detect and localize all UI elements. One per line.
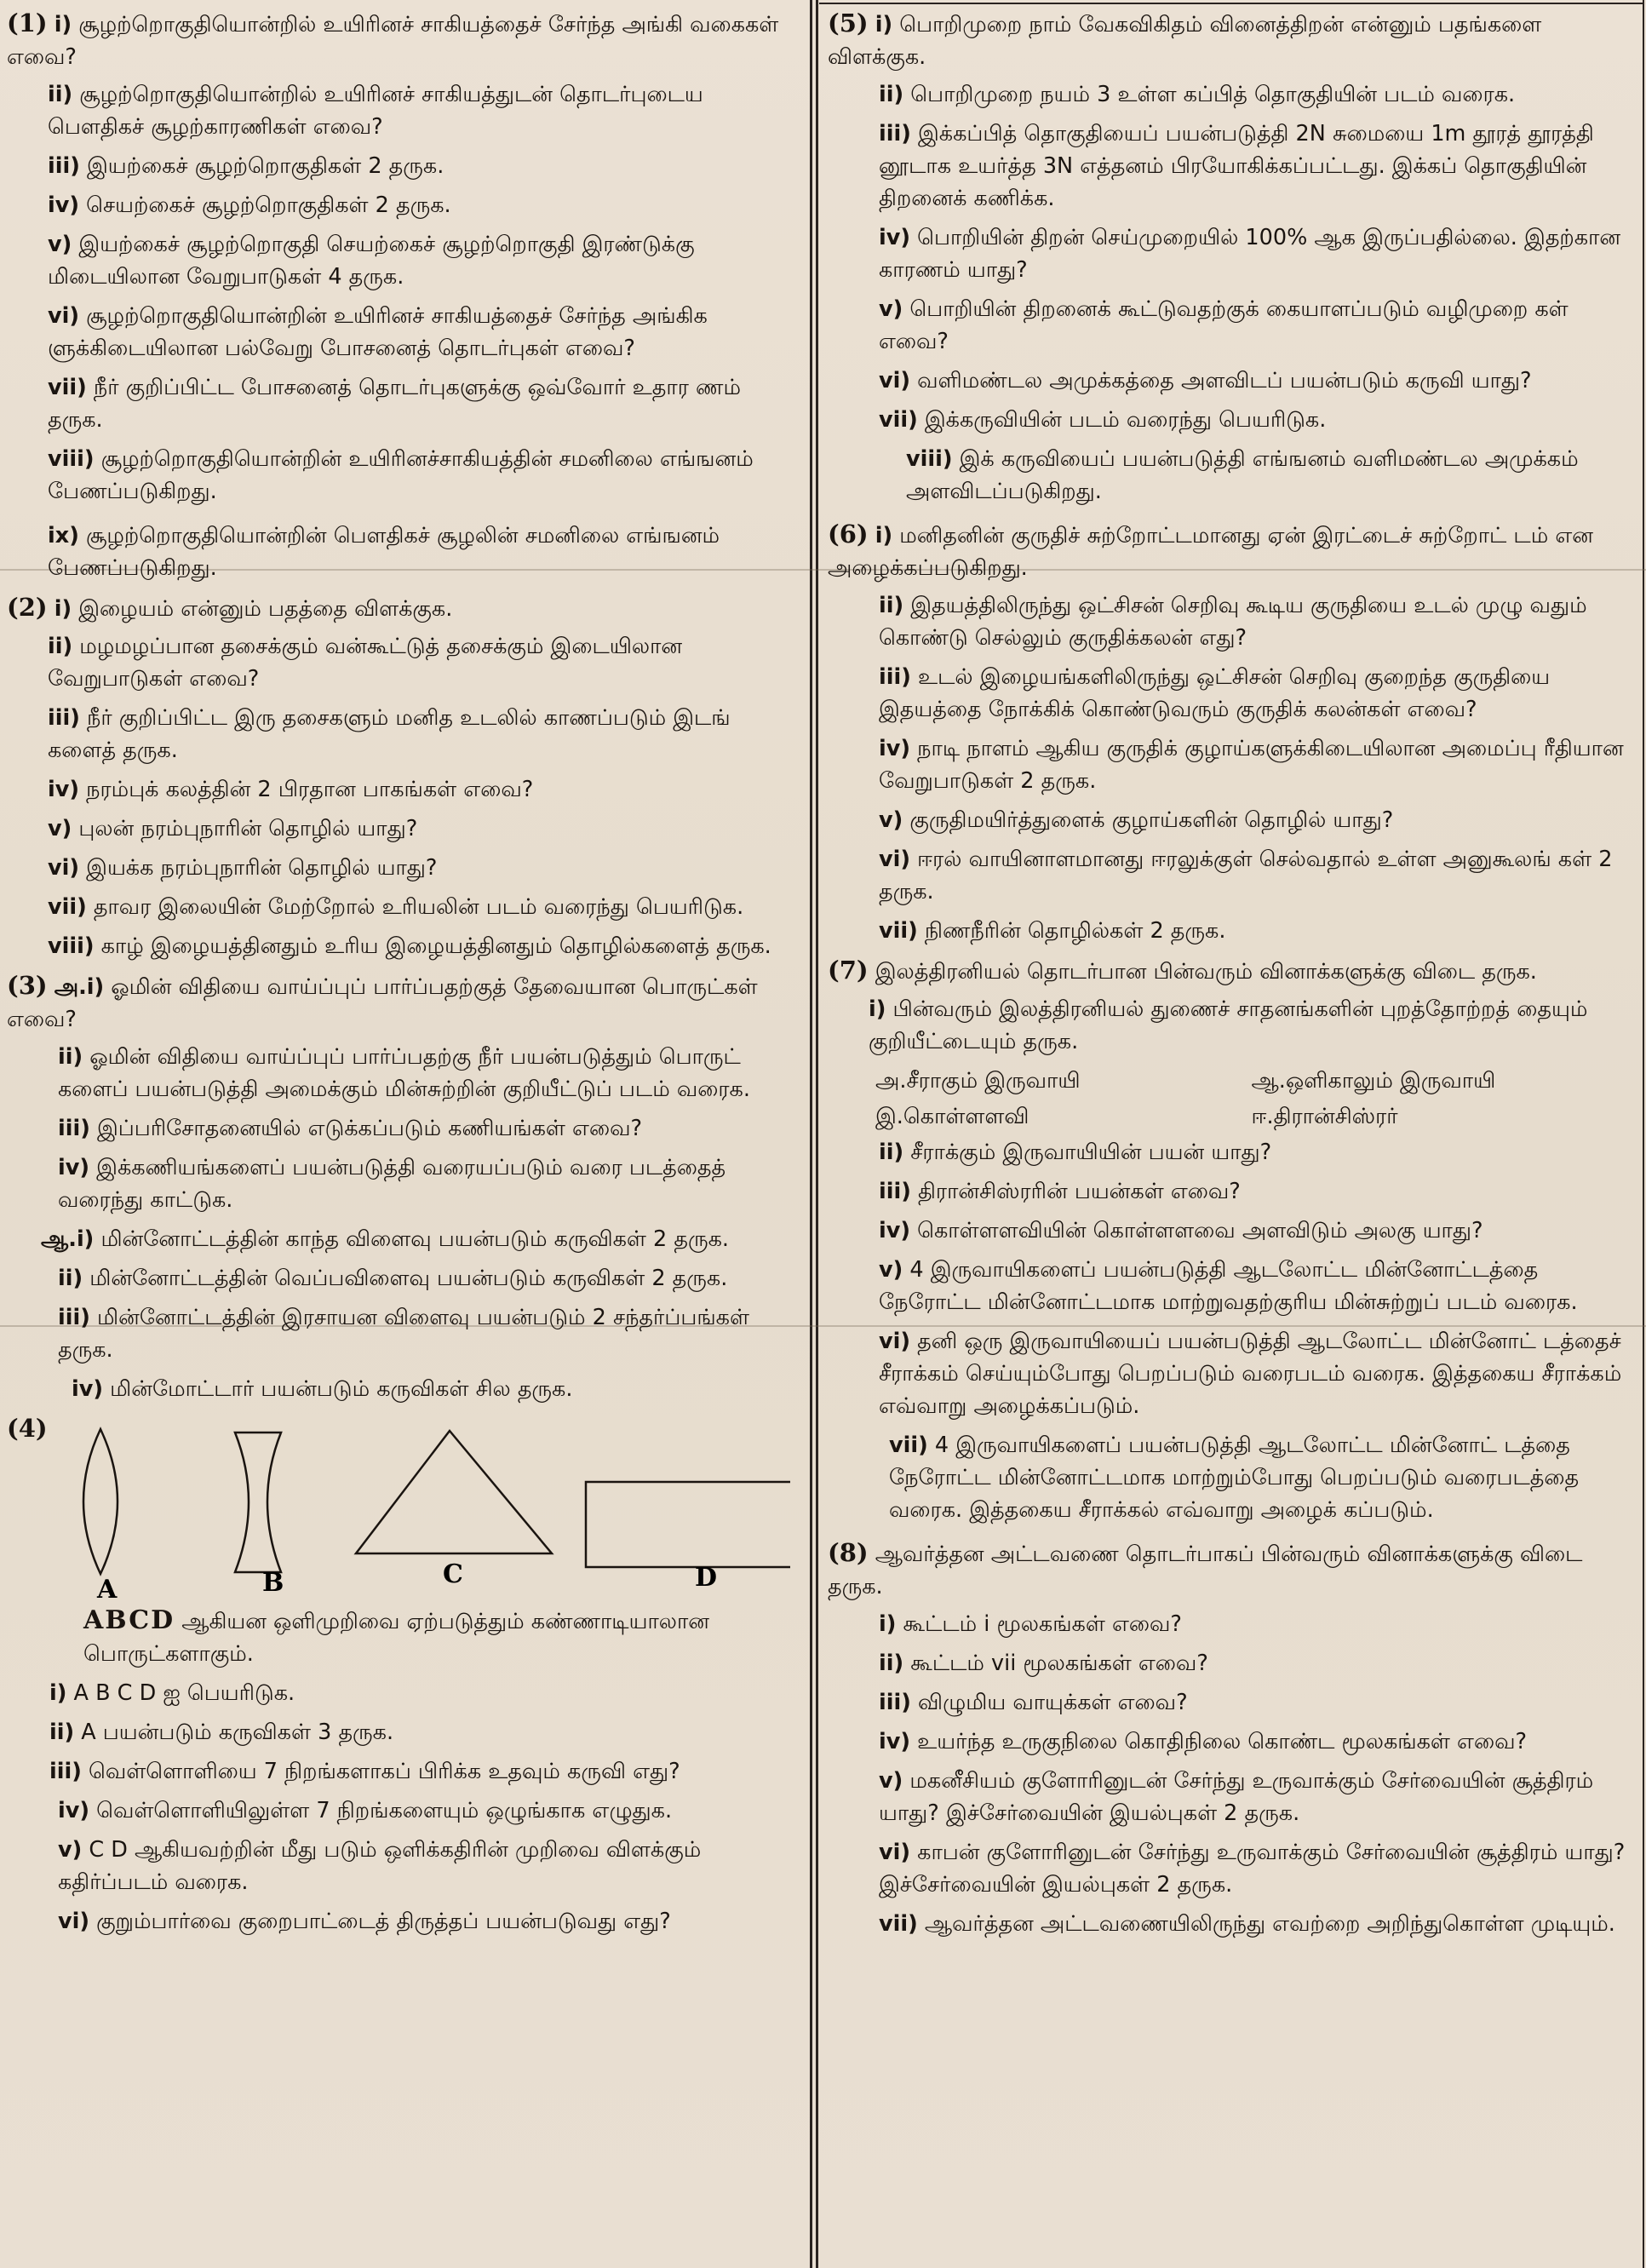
question-text: உயர்ந்த உருகுநிலை கொதிநிலை கொண்ட மூலகங்கள் எவை? [917, 1729, 1528, 1754]
question-7-item-ii [828, 1136, 1627, 1168]
part-label: ஆ. [41, 1226, 77, 1252]
item-numeral: vii) [48, 894, 87, 920]
figure-letters: ABCD [83, 1605, 175, 1635]
question-text: இயக்க நரம்புநாரின் தொழில் யாது? [86, 855, 438, 881]
question-2-item-viii [7, 930, 789, 962]
item-numeral: v) [879, 1768, 903, 1794]
prism-triangle-shape [356, 1431, 552, 1553]
item-numeral: ii) [58, 1044, 83, 1070]
question-text: சூழற்றொகுதியொன்றில் உயிரினச் சாகியத்துடன் தொடர்புடைய பௌதிகச் சூழற்காரணிகள் எவை? [48, 82, 703, 140]
question-text: ஆவர்த்தன அட்டவணை தொடர்பாகப் பின்வரும் வினாக்களுக்கு விடை தருக. [828, 1542, 1583, 1599]
label-b: B [262, 1568, 284, 1598]
question-text: புலன் நரம்புநாரின் தொழில் யாது? [78, 816, 418, 841]
question-6-item-v [828, 804, 1627, 836]
question-number: (8) [828, 1538, 869, 1567]
label-d: D [695, 1563, 718, 1593]
item-numeral: iii) [879, 1179, 911, 1204]
question-3-part-b-item-iii [7, 1301, 789, 1366]
item-numeral: vii) [879, 918, 918, 944]
item-numeral: iv) [48, 192, 80, 218]
question-number: (7) [828, 956, 869, 985]
question-text: இயற்கைச் சூழற்றொகுதி செயற்கைச் சூழற்றொகுதி இரண்டுக்கு மிடையிலான வேறுபாடுகள் 4 தருக. [48, 232, 695, 290]
question-8-item-ii [828, 1647, 1627, 1679]
question-3 [7, 969, 789, 1405]
question-number: (1) [7, 9, 48, 37]
item-numeral: ix) [48, 523, 79, 548]
question-8-item-vii [828, 1908, 1627, 1940]
item-numeral: vi) [879, 847, 911, 872]
item-numeral: viii) [906, 446, 953, 472]
question-8-item-iii [828, 1686, 1627, 1719]
question-text: A B C D ஐ பெயரிடுக. [73, 1680, 295, 1706]
question-4-item-iii [7, 1755, 789, 1788]
question-7-item-vii [828, 1429, 1627, 1526]
question-1 [7, 7, 789, 584]
question-text: நிணநீரின் தொழில்கள் 2 தருக. [924, 918, 1226, 944]
question-text: திரான்சிஸ்ரரின் பயன்கள் எவை? [918, 1179, 1241, 1204]
question-7-intro [828, 954, 1627, 988]
item-numeral: iv) [879, 1218, 911, 1243]
item-numeral: ii) [48, 82, 73, 107]
item-numeral: v) [879, 1257, 903, 1283]
question-4-item-v [7, 1834, 789, 1898]
label-a: A [97, 1575, 118, 1605]
question-text: பொறிமுறை நயம் 3 உள்ள கப்பித் தொகுதியின் படம் வரைக. [910, 82, 1516, 107]
item-numeral: iv) [48, 777, 80, 802]
question-1-item-i [7, 7, 789, 73]
question-6-item-vi [828, 843, 1627, 908]
item-numeral: v) [879, 807, 903, 833]
question-1-item-v [7, 228, 789, 293]
question-text: இக் கருவியைப் பயன்படுத்தி எங்ஙனம் வளிமண்டல அமுக்கம் அளவிடப்படுகிறது. [906, 446, 1579, 504]
item-numeral: iii) [879, 664, 911, 690]
part-label: அ. [54, 974, 87, 1000]
item-numeral: iii) [58, 1116, 90, 1141]
item-numeral: iv) [879, 225, 911, 250]
question-number: (3) [7, 971, 48, 1000]
item-numeral: i) [879, 1611, 897, 1637]
question-2-item-vi [7, 852, 789, 884]
question-3-part-b-item-i [7, 1223, 789, 1255]
question-3-part-b-item-iv [7, 1373, 789, 1405]
column-divider [816, 0, 818, 2268]
item-numeral: i) [49, 1680, 67, 1706]
question-3-part-a-item-iv [7, 1151, 789, 1216]
question-number: (4) [7, 1414, 48, 1443]
item-numeral: iv) [879, 1729, 911, 1754]
question-text: ஓமின் விதியை வாய்ப்புப் பார்ப்பதற்குத் தேவையான பொருட்கள் எவை? [7, 974, 758, 1032]
lens-prism-diagram [7, 1412, 790, 1608]
question-7-item-v [828, 1254, 1627, 1318]
question-text: சூழற்றொகுதியொன்றின் பௌதிகச் சூழலின் சமனிலை எங்ஙனம் பேணப்படுகிறது. [48, 523, 720, 581]
item-numeral: i) [54, 12, 72, 37]
question-5-item-vi [828, 365, 1627, 397]
item-numeral: i) [86, 974, 105, 1000]
item-numeral: vi) [879, 1840, 911, 1865]
item-numeral: ii) [49, 1720, 75, 1745]
item-numeral: vii) [879, 407, 918, 433]
item-numeral: vii) [889, 1433, 928, 1458]
question-5-item-viii [828, 443, 1627, 508]
label-c: C [443, 1559, 463, 1589]
item-numeral: iv) [58, 1155, 90, 1180]
question-4-intro [7, 1605, 789, 1670]
question-text: சூழற்றொகுதியொன்றின் உயிரினச்சாகியத்தின் சமனிலை எங்ஙனம் பேணப்படுகிறது. [48, 446, 754, 504]
item-numeral: i) [875, 12, 893, 37]
item-numeral: vi) [879, 1329, 911, 1354]
item-numeral: ii) [879, 593, 904, 618]
question-text: பொறியின் திறனைக் கூட்டுவதற்குக் கையாளப்படும் வழிமுறை கள் எவை? [879, 296, 1569, 354]
question-3-part-a-item-ii [7, 1041, 789, 1105]
question-text: காழ் இழையத்தினதும் உரிய இழையத்தினதும் தொழில்களைத் தருக. [100, 933, 771, 959]
item-numeral: iii) [58, 1305, 90, 1330]
question-5-item-vii [828, 404, 1627, 436]
question-text: ஓமின் விதியை வாய்ப்புப் பார்ப்பதற்கு நீர் பயன்படுத்தும் பொருட் களைப் பயன்படுத்தி அமைக்கும் மின்சுற்றின் குறியீட்டுப் படம் வரைக. [58, 1044, 750, 1102]
component-item: ஈ.திரான்சிஸ்ரர் [1251, 1104, 1398, 1129]
question-number: (6) [828, 520, 869, 548]
question-text: கூட்டம் vii மூலகங்கள் எவை? [910, 1651, 1208, 1676]
item-numeral: iv) [72, 1376, 104, 1402]
item-numeral: iii) [879, 121, 911, 146]
item-numeral: iv) [58, 1798, 90, 1823]
question-4 [7, 1412, 789, 1938]
question-8-item-v [828, 1765, 1627, 1829]
question-5-item-iv [828, 221, 1627, 286]
question-text: நீர் குறிப்பிட்ட போசனைத் தொடர்புகளுக்கு ஒவ்வோர் உதார ணம் தருக. [48, 375, 741, 433]
question-5-item-i [828, 7, 1627, 73]
question-text: உடல் இழையங்களிலிருந்து ஒட்சிசன் செறிவு குறைந்த குருதியை இதயத்தை நோக்கிக் கொண்டுவரும் குருதிக் கலன்கள் எவை? [879, 664, 1551, 722]
question-6 [828, 518, 1627, 947]
question-6-item-vii [828, 915, 1627, 947]
question-1-item-iv [7, 189, 789, 221]
item-numeral: ii) [48, 634, 73, 659]
question-3-part-a-item-iii [7, 1112, 789, 1145]
question-text: மின்னோட்டத்தின் காந்த விளைவு பயன்படும் கருவிகள் 2 தருக. [100, 1226, 730, 1252]
question-text: பின்வரும் இலத்திரனியல் துணைச் சாதனங்களின் புறத்தோற்றத் தையும் குறியீட்டையும் தருக. [869, 996, 1588, 1054]
component-item: ஆ.ஒளிகாலும் இருவாயி [1251, 1068, 1496, 1094]
question-7 [828, 954, 1627, 1526]
question-2-item-ii [7, 630, 789, 695]
item-numeral: vi) [879, 368, 911, 393]
question-text: காபன் குளோரினுடன் சேர்ந்து உருவாக்கும் சேர்வையின் சூத்திரம் யாது? இச்சேர்வையின் இயல்புகள் 2 தருக. [879, 1840, 1626, 1898]
question-7-item-iv [828, 1214, 1627, 1247]
component-list-row [828, 1065, 1627, 1097]
question-text: C D ஆகியவற்றின் மீது படும் ஒளிக்கதிரின் முறிவை விளக்கும் கதிர்ப்படம் வரைக. [58, 1837, 702, 1895]
question-4-item-vi [7, 1905, 789, 1938]
question-6-item-iv [828, 732, 1627, 797]
item-numeral: v) [48, 232, 72, 257]
question-text: நீர் குறிப்பிட்ட இரு தசைகளும் மனித உடலில் காணப்படும் இடங் களைத் தருக. [48, 705, 731, 763]
question-5-item-ii [828, 78, 1627, 111]
question-text: விழுமிய வாயுக்கள் எவை? [918, 1690, 1188, 1715]
question-1-item-ix [7, 520, 789, 584]
question-text: இழையம் என்னும் பதத்தை விளக்குக. [78, 596, 453, 622]
question-text: மழமழப்பான தசைக்கும் வன்கூட்டுத் தசைக்கும் இடையிலான வேறுபாடுகள் எவை? [48, 634, 683, 692]
item-numeral: vi) [48, 303, 80, 329]
question-6-item-i [828, 518, 1627, 584]
question-4-item-i [7, 1677, 789, 1709]
component-list-row [828, 1100, 1627, 1133]
component-item: அ.சீராகும் இருவாயி [875, 1068, 1081, 1094]
question-text: பொறிமுறை நாம் வேகவிகிதம் வினைத்திறன் என்னும் பதங்களை விளக்குக. [828, 12, 1542, 70]
question-text: மின்னோட்டத்தின் இரசாயன விளைவு பயன்படும் 2 சந்தர்ப்பங்கள் தருக. [58, 1305, 749, 1363]
question-text: சூழற்றொகுதியொன்றின் உயிரினச் சாகியத்தைச் சேர்ந்த அங்கிக ளுக்கிடையிலான பல்வேறு போசனைத் தொடர்புகள் எவை? [48, 303, 708, 361]
question-text: மின்மோட்டார் பயன்படும் கருவிகள் சில தருக. [110, 1376, 573, 1402]
item-numeral: i) [76, 1226, 95, 1252]
item-numeral: vi) [48, 855, 80, 881]
item-numeral: iv) [879, 736, 911, 761]
item-numeral: ii) [58, 1266, 83, 1291]
question-text: செயற்கைச் சூழற்றொகுதிகள் 2 தருக. [86, 192, 451, 218]
question-7-item-i: i) பின்வரும் இலத்திரனியல் துணைச் சாதனங்களின் புறத்தோற்றத் தையும் குறியீட்டையும் தருக. [869, 996, 1588, 1054]
item-numeral: iii) [48, 705, 80, 731]
question-number: (5) [828, 9, 869, 37]
item-numeral: v) [879, 296, 903, 322]
concave-lens-shape [235, 1433, 281, 1572]
question-text: இதயத்திலிருந்து ஒட்சிசன் செறிவு கூடிய குருதியை உடல் முழு வதும் கொண்டு செல்லும் குருதிக்கலன் எது? [879, 593, 1587, 651]
item-numeral: ii) [879, 82, 904, 107]
question-text: மின்னோட்டத்தின் வெப்பவிளைவு பயன்படும் கருவிகள் 2 தருக. [89, 1266, 728, 1291]
question-1-item-iii [7, 150, 789, 182]
question-2-item-vii [7, 891, 789, 923]
question-6-item-ii [828, 589, 1627, 654]
question-8-intro [828, 1536, 1627, 1603]
question-5-item-iii [828, 118, 1627, 215]
question-1-item-viii [7, 443, 789, 508]
question-text: நரம்புக் கலத்தின் 2 பிரதான பாகங்கள் எவை? [86, 777, 534, 802]
question-text: சீராக்கும் இருவாயியின் பயன் யாது? [910, 1140, 1272, 1165]
item-numeral: iii) [879, 1690, 911, 1715]
question-text: இப்பரிசோதனையில் எடுக்கப்படும் கணியங்கள் எவை? [97, 1116, 643, 1141]
question-text: ஆவர்த்தன அட்டவணையிலிருந்து எவற்றை அறிந்துகொள்ள முடியும். [924, 1911, 1615, 1937]
item-numeral: ii) [879, 1140, 904, 1165]
question-text: இக்கருவியின் படம் வரைந்து பெயரிடுக. [924, 407, 1327, 433]
question-text: A பயன்படும் கருவிகள் 3 தருக. [81, 1720, 394, 1745]
question-2 [7, 591, 789, 962]
question-text: 4 இருவாயிகளைப் பயன்படுத்தி ஆடலோட்ட மின்னோட்டத்தை நேரோட்ட மின்னோட்டமாக மாற்றுவதற்குரிய மின்சுற்றுப் படம் வரைக. [879, 1257, 1578, 1315]
question-5 [828, 7, 1627, 508]
item-numeral: iii) [49, 1759, 82, 1784]
question-text: மகனீசியம் குளோரினுடன் சேர்ந்து உருவாக்கும் சேர்வையின் சூத்திரம் யாது? இச்சேர்வையின் இயல்புகள் 2 தருக. [879, 1768, 1594, 1826]
optics-figure [7, 1412, 789, 1605]
question-text: மனிதனின் குருதிச் சுற்றோட்டமானது ஏன் இரட்டைச் சுற்றோட் டம் என அழைக்கப்படுகிறது. [828, 523, 1593, 581]
question-text: வெள்ளொளியை 7 நிறங்களாகப் பிரிக்க உதவும் கருவி எது? [89, 1759, 680, 1784]
question-text: கொள்ளளவியின் கொள்ளளவை அளவிடும் அலகு யாது? [917, 1218, 1483, 1243]
item-numeral: iii) [48, 153, 80, 179]
question-8-item-vi [828, 1836, 1627, 1901]
question-number: (2) [7, 593, 48, 622]
question-8 [828, 1536, 1627, 1940]
component-item: இ.கொள்ளளவி [875, 1104, 1029, 1129]
question-2-item-i [7, 591, 789, 625]
question-text: குறும்பார்வை குறைபாட்டைத் திருத்தப் பயன்படுவது எது? [96, 1909, 671, 1934]
item-numeral: viii) [48, 446, 95, 472]
question-text: சூழற்றொகுதியொன்றில் உயிரினச் சாகியத்தைச் சேர்ந்த அங்கி வகைகள் எவை? [7, 12, 779, 70]
question-2-item-iv [7, 773, 789, 806]
question-4-item-iv [7, 1794, 789, 1827]
question-1-item-ii [7, 78, 789, 143]
item-numeral: v) [48, 816, 72, 841]
question-text: பொறியின் திறன் செய்முறையில் 100% ஆக இருப்பதில்லை. இதற்கான காரணம் யாது? [879, 225, 1621, 283]
question-text: ஆகியன ஒளிமுறிவை ஏற்படுத்தும் கண்ணாடியாலான பொருட்களாகும். [83, 1609, 710, 1667]
question-3-part-a-item-i [7, 969, 789, 1036]
question-6-item-iii [828, 661, 1627, 726]
item-numeral: viii) [48, 933, 95, 959]
question-7-item-vi [828, 1325, 1627, 1422]
question-8-item-iv [828, 1725, 1627, 1758]
question-text: இலத்திரனியல் தொடர்பான பின்வரும் வினாக்களுக்கு விடை தருக. [875, 959, 1537, 985]
question-text: ஈரல் வாயினாளமானது ஈரலுக்குள் செல்வதால் உள்ள அனுகூலங் கள் 2 தருக. [879, 847, 1613, 904]
question-2-item-v [7, 812, 789, 845]
question-text: இக்கணியங்களைப் பயன்படுத்தி வரையப்படும் வரை படத்தைத் வரைந்து காட்டுக. [58, 1155, 726, 1213]
item-numeral: ii) [879, 1651, 904, 1676]
question-1-item-vi [7, 300, 789, 365]
item-numeral: i) [54, 596, 72, 622]
item-numeral: i) [875, 523, 893, 548]
question-text: தாவர இலையின் மேற்றோல் உரியலின் படம் வரைந்து பெயரிடுக. [93, 894, 744, 920]
item-numeral: vi) [58, 1909, 90, 1934]
question-text: இக்கப்பித் தொகுதியைப் பயன்படுத்தி 2N சுமையை 1m தூரத் தூரத்தி னூடாக உயர்த்த 3N எத்தனம் பிரயோகிக்கப்பட்டது. இக்கப் தொகுதியின் திறனைக் கணிக்க. [879, 121, 1594, 211]
question-text: வெள்ளொளியிலுள்ள 7 நிறங்களையும் ஒழுங்காக எழுதுக. [96, 1798, 673, 1823]
question-2-item-iii [7, 702, 789, 767]
question-text: நாடி நாளம் ஆகிய குருதிக் குழாய்களுக்கிடையிலான அமைப்பு ரீதியான வேறுபாடுகள் 2 தருக. [879, 736, 1624, 794]
item-numeral: v) [58, 1837, 83, 1863]
right-column [819, 0, 1646, 2268]
question-7-item-iii [828, 1175, 1627, 1208]
question-text: வளிமண்டல அமுக்கத்தை அளவிடப் பயன்படும் கருவி யாது? [917, 368, 1532, 393]
question-5-item-v [828, 293, 1627, 358]
question-1-item-vii [7, 371, 789, 436]
item-numeral: vii) [879, 1911, 918, 1937]
question-4-item-ii [7, 1716, 789, 1748]
question-text: 4 இருவாயிகளைப் பயன்படுத்தி ஆடலோட்ட மின்னோட் டத்தை நேரோட்ட மின்னோட்டமாக மாற்றும்போது பெறப்படும் வரைபடத்தை வரைக. இத்தகைய சீராக்கல் எவ்வாறு அழைக் கப்படும். [889, 1433, 1580, 1523]
item-numeral: vii) [48, 375, 87, 400]
question-8-item-i [828, 1608, 1627, 1640]
question-text: குருதிமயிர்த்துளைக் குழாய்களின் தொழில் யாது? [909, 807, 1394, 833]
glass-block-rectangle [586, 1482, 790, 1567]
left-column [0, 0, 809, 2268]
question-text: இயற்கைச் சூழற்றொகுதிகள் 2 தருக. [87, 153, 444, 179]
column-divider [810, 0, 812, 2268]
question-text: தனி ஒரு இருவாயியைப் பயன்படுத்தி ஆடலோட்ட மின்னோட் டத்தைச் சீராக்கம் செய்யும்போது பெறப்படும் வரைபடம் வரைக. இத்தகைய சீராக்கம் எவ்வாறு அழைக்கப்படும். [879, 1329, 1622, 1419]
convex-lens-shape [83, 1429, 118, 1574]
question-text: கூட்டம் i மூலகங்கள் எவை? [903, 1611, 1182, 1637]
question-3-part-b-item-ii [7, 1262, 789, 1295]
